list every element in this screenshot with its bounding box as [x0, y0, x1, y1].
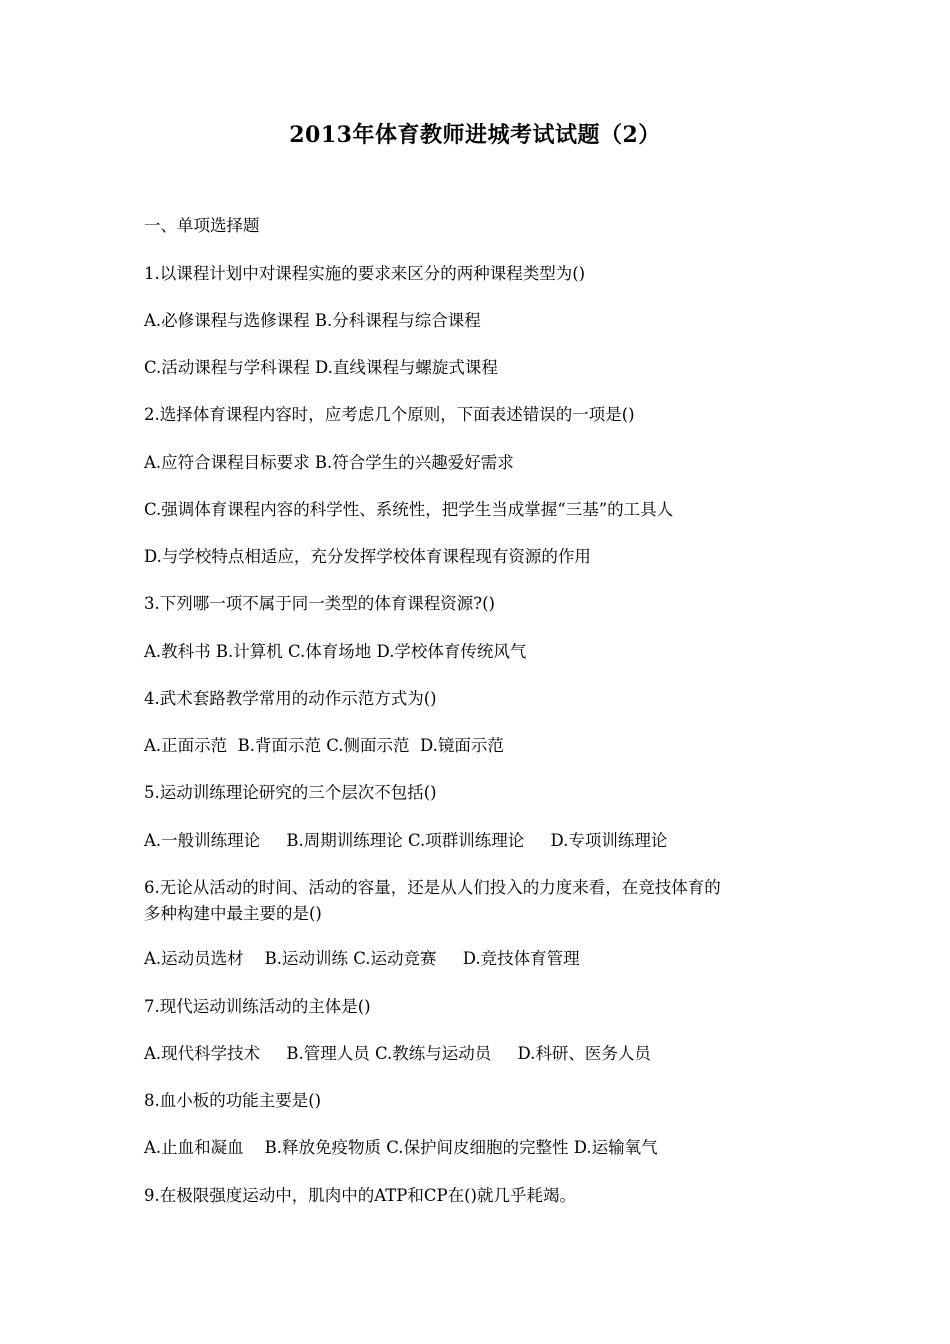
question-6-options: A.运动员选材 B.运动训练 C.运动竞赛 D.竞技体育管理 — [144, 949, 580, 968]
question-5: 5.运动训练理论研究的三个层次不包括() — [144, 783, 437, 802]
question-1: 1.以课程计划中对课程实施的要求来区分的两种课程类型为() — [144, 264, 586, 283]
question-8: 8.血小板的功能主要是() — [144, 1091, 322, 1110]
question-3: 3.下列哪一项不属于同一类型的体育课程资源?() — [144, 594, 495, 613]
question-2-options-ab: A.应符合课程目标要求 B.符合学生的兴趣爱好需求 — [144, 453, 514, 472]
question-7-options: A.现代科学技术 B.管理人员 C.教练与运动员 D.科研、医务人员 — [144, 1044, 651, 1063]
section-heading: 一、单项选择题 — [144, 216, 260, 235]
question-2-option-d: D.与学校特点相适应，充分发挥学校体育课程现有资源的作用 — [144, 547, 591, 566]
question-2: 2.选择体育课程内容时，应考虑几个原则，下面表述错误的一项是() — [144, 405, 635, 424]
question-2-option-c: C.强调体育课程内容的科学性、系统性，把学生当成掌握“三基”的工具人 — [144, 500, 674, 519]
question-6-line-2: 多种构建中最主要的是() — [144, 904, 322, 923]
document-title: 2013年体育教师进城考试试题（2） — [289, 122, 661, 148]
question-4: 4.武术套路教学常用的动作示范方式为() — [144, 689, 437, 708]
question-9: 9.在极限强度运动中，肌肉中的ATP和CP在()就几乎耗竭。 — [144, 1186, 576, 1205]
question-4-options: A.正面示范 B.背面示范 C.侧面示范 D.镜面示范 — [144, 736, 504, 755]
question-1-options-cd: C.活动课程与学科课程 D.直线课程与螺旋式课程 — [144, 358, 498, 377]
question-1-options-ab: A.必修课程与选修课程 B.分科课程与综合课程 — [144, 311, 481, 330]
question-5-options: A.一般训练理论 B.周期训练理论 C.项群训练理论 D.专项训练理论 — [144, 831, 668, 850]
question-6-line-1: 6.无论从活动的时间、活动的容量，还是从人们投入的力度来看，在竞技体育的 — [144, 878, 721, 897]
question-7: 7.现代运动训练活动的主体是() — [144, 997, 371, 1016]
question-8-options: A.止血和凝血 B.释放免疫物质 C.保护间皮细胞的完整性 D.运输氧气 — [144, 1138, 658, 1157]
question-3-options: A.教科书 B.计算机 C.体育场地 D.学校体育传统风气 — [144, 642, 527, 661]
